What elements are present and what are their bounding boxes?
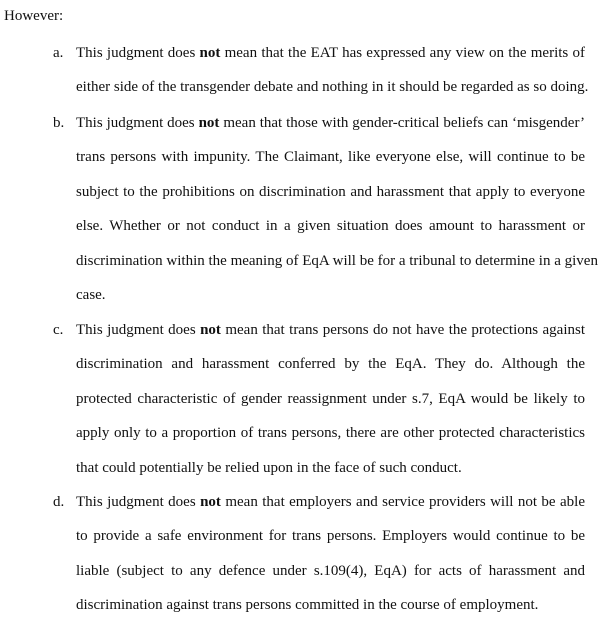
paragraph-line: discrimination within the meaning of EqA will be for a tribunal to determine in a given xyxy=(76,253,598,269)
paragraph-line: to provide a safe environment for trans persons. Employers would continue to be xyxy=(76,528,585,544)
emphasis-not: not xyxy=(200,494,221,510)
paragraph-line: that could potentially be relied upon in the face of such conduct. xyxy=(76,460,462,476)
paragraph-line: protected characteristic of gender reassignment under s.7, EqA would be likely to xyxy=(76,391,585,407)
paragraph-line: either side of the transgender debate and nothing in it should be regarded as so doing. xyxy=(76,79,589,95)
paragraph-line: trans persons with impunity. The Claimant, like everyone else, will continue to be xyxy=(76,149,585,165)
list-marker: a. xyxy=(53,45,64,61)
list-marker: d. xyxy=(53,494,65,510)
paragraph-line: discrimination and harassment conferred by the EqA. They do. Although the xyxy=(76,356,585,372)
emphasis-not: not xyxy=(200,322,221,338)
list-marker: c. xyxy=(53,322,64,338)
paragraph-line: subject to the prohibitions on discrimination and harassment that apply to everyone xyxy=(76,184,585,200)
paragraph-line: liable (subject to any defence under s.109(4), EqA) for acts of harassment and xyxy=(76,563,585,579)
paragraph-line: apply only to a proportion of trans persons, there are other protected characteristics xyxy=(76,425,585,441)
emphasis-not: not xyxy=(199,45,221,61)
paragraph-line: This judgment does not mean that trans persons do not have the protections against xyxy=(76,322,585,338)
paragraph-line: discrimination against trans persons committed in the course of employment. xyxy=(76,597,539,613)
paragraph-line: case. xyxy=(76,287,106,303)
paragraph-line: else. Whether or not conduct in a given situation does amount to harassment or xyxy=(76,218,585,234)
emphasis-not: not xyxy=(198,115,220,131)
list-marker: b. xyxy=(53,115,65,131)
paragraph-line: This judgment does not mean that employers and service providers will not be able xyxy=(76,494,585,510)
intro-text: However: xyxy=(4,8,64,24)
paragraph-line: This judgment does not mean that those with gender-critical beliefs can ‘misgender’ xyxy=(76,115,586,131)
paragraph-line: This judgment does not mean that the EAT has expressed any view on the merits of xyxy=(76,45,585,61)
